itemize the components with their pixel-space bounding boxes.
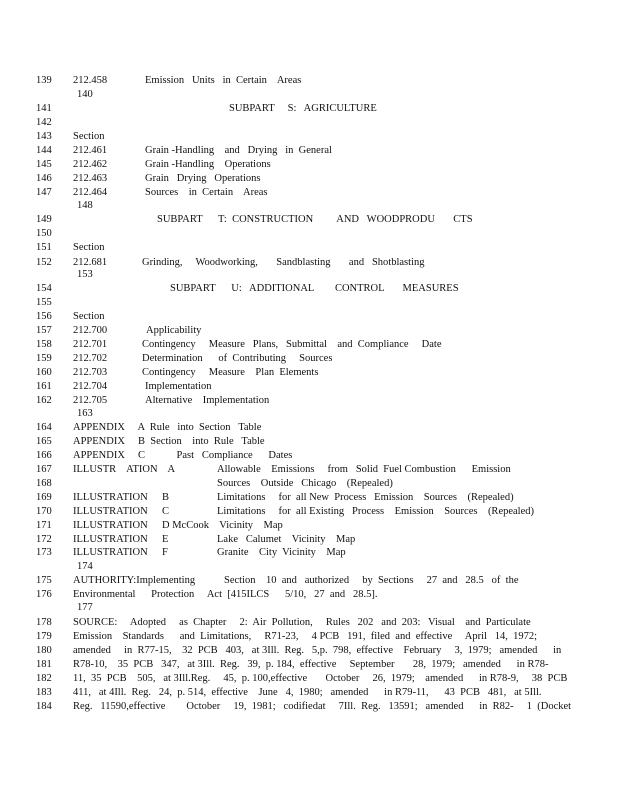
line-number: 143: [36, 131, 52, 142]
section-number: 212.681: [73, 257, 108, 268]
line-number: 182: [36, 673, 52, 684]
line-number: 169: [36, 492, 52, 503]
line-number: 152: [36, 257, 52, 268]
line-number-inline: 153: [77, 269, 93, 280]
appendix-entry: APPENDIX B Section into Rule Table: [73, 436, 265, 447]
illustration-title: Limitations for all Existing Process Emission Sources (Repealed): [217, 506, 534, 517]
appendix-entry: APPENDIX A Rule into Section Table: [73, 422, 262, 433]
section-title: Determination of Contributing Sources: [142, 353, 333, 364]
source-text: Reg. 11590,effective October 19, 1981; codifiedat 7Ill. Reg. 13591; amended in R82- 1 (Docket: [73, 701, 572, 712]
line-number: 166: [36, 450, 52, 461]
line-number-inline: 148: [77, 200, 93, 211]
section-number: 212.704: [73, 381, 108, 392]
line-number: 162: [36, 395, 52, 406]
line-number: 180: [36, 645, 52, 656]
line-number: 160: [36, 367, 52, 378]
section-title: Implementation: [145, 381, 212, 392]
section-title: Contingency Measure Plan Elements: [142, 367, 319, 378]
line-number: 175: [36, 575, 52, 586]
line-number-inline: 140: [77, 89, 93, 100]
section-title: Sources in Certain Areas: [145, 187, 268, 198]
line-number: 179: [36, 631, 52, 642]
line-number: 173: [36, 547, 52, 558]
section-title: Grain -Handling Operations: [145, 159, 271, 170]
section-title: Alternative Implementation: [145, 395, 270, 406]
illustration-label: ILLUSTRATION: [73, 520, 148, 531]
line-number: 178: [36, 617, 52, 628]
line-number: 167: [36, 464, 52, 475]
line-number: 154: [36, 283, 52, 294]
illustration-label: ILLUSTRATION: [73, 492, 148, 503]
line-number: 144: [36, 145, 52, 156]
line-number: 168: [36, 478, 52, 489]
illustration-label: ILLUSTRATION: [73, 506, 148, 517]
illustration-title: Granite City Vicinity Map: [217, 547, 346, 558]
line-number: 145: [36, 159, 52, 170]
subpart-heading: SUBPART T: CONSTRUCTION AND WOODPRODU CTS: [157, 214, 473, 225]
illustration-title: Sources Outside Chicago (Repealed): [217, 478, 393, 489]
section-number: 212.702: [73, 353, 108, 364]
line-number-inline: 163: [77, 408, 93, 419]
illustration-label: ILLUSTRATION: [73, 547, 148, 558]
appendix-entry: APPENDIX C Past Compliance Dates: [73, 450, 293, 461]
illustration-letter: B: [162, 492, 170, 503]
source-text: 411, at 4Ill. Reg. 24, p. 514, effective June 4, 1980; amended in R79-11, 43 PCB 481, at 5Ill.: [73, 687, 542, 698]
section-title: Grinding, Woodworking, Sandblasting and Shotblasting: [142, 257, 425, 268]
section-title: Emission Units in Certain Areas: [145, 75, 302, 86]
section-title: Grain -Handling and Drying in General: [145, 145, 332, 156]
section-number: 212.705: [73, 395, 108, 406]
line-number: 161: [36, 381, 52, 392]
line-number: 158: [36, 339, 52, 350]
section-title: Grain Drying Operations: [145, 173, 261, 184]
source-text: 11, 35 PCB 505, at 3Ill.Reg. 45, p. 100,effective October 26, 1979; amended in R78-9, 38 PCB: [73, 673, 568, 684]
line-number: 184: [36, 701, 52, 712]
line-number: 183: [36, 687, 52, 698]
section-number: 212.461: [73, 145, 108, 156]
line-number: 164: [36, 422, 52, 433]
line-number-inline: 177: [77, 602, 93, 613]
illustration-letter: E: [162, 534, 169, 545]
line-number: 172: [36, 534, 52, 545]
section-number: 212.701: [73, 339, 108, 350]
line-number: 156: [36, 311, 52, 322]
authority-text: AUTHORITY:Implementing Section 10 and authorized by Sections 27 and 28.5 of the: [73, 575, 519, 586]
section-number: 212.458: [73, 75, 108, 86]
illustration-title: Lake Calumet Vicinity Map: [217, 534, 356, 545]
line-number: 139: [36, 75, 52, 86]
illustration-title: D McCook Vicinity Map: [162, 520, 283, 531]
line-number: 149: [36, 214, 52, 225]
line-number: 165: [36, 436, 52, 447]
illustration-letter: C: [162, 506, 170, 517]
line-number: 146: [36, 173, 52, 184]
section-label: Section: [73, 131, 105, 142]
section-title: Contingency Measure Plans, Submittal and Compliance Date: [142, 339, 442, 350]
line-number: 159: [36, 353, 52, 364]
section-label: Section: [73, 311, 105, 322]
source-text: amended in R77-15, 32 PCB 403, at 3Ill. Reg. 5,p. 798, effective February 3, 1979; amended in: [73, 645, 562, 656]
line-number: 176: [36, 589, 52, 600]
section-label: Section: [73, 242, 105, 253]
source-text: R78-10, 35 PCB 347, at 3Ill. Reg. 39, p. 184, effective September 28, 1979; amended in R78-: [73, 659, 549, 670]
illustration-title: Allowable Emissions from Solid Fuel Combustion Emission: [217, 464, 511, 475]
line-number: 157: [36, 325, 52, 336]
section-number: 212.464: [73, 187, 108, 198]
section-number: 212.463: [73, 173, 108, 184]
source-text: Emission Standards and Limitations, R71-23, 4 PCB 191, filed and effective April 14, 1972;: [73, 631, 538, 642]
line-number: 151: [36, 242, 52, 253]
line-number: 170: [36, 506, 52, 517]
illustration-letter: F: [162, 547, 168, 558]
illustration-label: ILLUSTR ATION A: [73, 464, 176, 475]
line-number: 171: [36, 520, 52, 531]
line-number: 147: [36, 187, 52, 198]
section-number: 212.703: [73, 367, 108, 378]
section-title: Applicability: [146, 325, 202, 336]
authority-text: Environmental Protection Act [415ILCS 5/10, 27 and 28.5].: [73, 589, 378, 600]
subpart-heading: SUBPART S: AGRICULTURE: [229, 103, 377, 114]
line-number: 150: [36, 228, 52, 239]
line-number: 141: [36, 103, 52, 114]
line-number-inline: 174: [77, 561, 93, 572]
line-number: 142: [36, 117, 52, 128]
source-text: SOURCE: Adopted as Chapter 2: Air Pollution, Rules 202 and 203: Visual and Particulate: [73, 617, 531, 628]
illustration-label: ILLUSTRATION: [73, 534, 148, 545]
subpart-heading: SUBPART U: ADDITIONAL CONTROL MEASURES: [170, 283, 459, 294]
illustration-title: Limitations for all New Process Emission Sources (Repealed): [217, 492, 514, 503]
line-number: 155: [36, 297, 52, 308]
line-number: 181: [36, 659, 52, 670]
section-number: 212.700: [73, 325, 108, 336]
section-number: 212.462: [73, 159, 108, 170]
